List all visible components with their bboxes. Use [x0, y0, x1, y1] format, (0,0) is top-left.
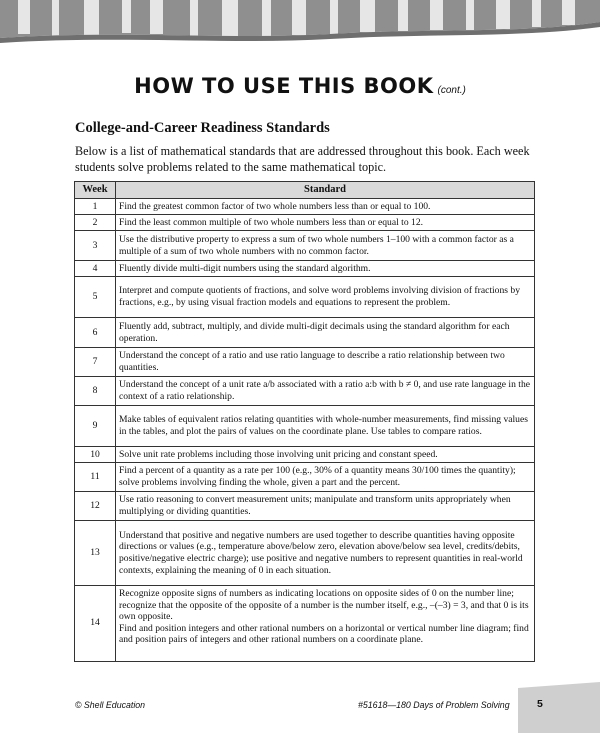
standard-cell: Find the least common multiple of two whole numbers less than or equal to 12.: [116, 215, 535, 231]
week-cell: 11: [75, 463, 116, 492]
standard-text-part-1: Recognize opposite signs of numbers as indicating locations on opposite sides of 0 on the number line; recognize that the opposite of the opposite of a number is the number itself, e.g., –(–3) = 3, and that 0 is its own opposite.: [119, 588, 529, 623]
column-header-standard: Standard: [116, 182, 535, 199]
standard-cell: Use ratio reasoning to convert measurement units; manipulate and transform units appropriately when multiplying or dividing quantities.: [116, 492, 535, 521]
week-cell: 14: [75, 586, 116, 662]
standard-cell: Fluently add, subtract, multiply, and divide multi-digit decimals using the standard algorithm for each operation.: [116, 318, 535, 348]
standard-cell: Fluently divide multi-digit numbers using the standard algorithm.: [116, 261, 535, 277]
week-cell: 8: [75, 377, 116, 406]
table-row: [75, 348, 535, 377]
standards-table: [74, 181, 535, 662]
standard-cell: Make tables of equivalent ratios relating quantities with whole-number measurements, find missing values in the tables, and plot the pairs of values on the coordinate plane. Use tables to compare ratios.: [116, 406, 535, 447]
standard-cell: Understand the concept of a unit rate a/b associated with a ratio a:b with b ≠ 0, and use rate language in the context of a ratio relationship.: [116, 377, 535, 406]
week-cell: 13: [75, 521, 116, 586]
standard-cell: Interpret and compute quotients of fractions, and solve word problems involving division of fractions by fractions, e.g., by using visual fraction models and equations to represent the problem.: [116, 277, 535, 318]
table-row: [75, 406, 535, 447]
standard-cell: Find a percent of a quantity as a rate per 100 (e.g., 30% of a quantity means 30/100 times the quantity); solve problems involving finding the whole, given a part and the percent.: [116, 463, 535, 492]
standard-cell: Understand the concept of a ratio and use ratio language to describe a ratio relationship between two quantities.: [116, 348, 535, 377]
intro-paragraph: Below is a list of mathematical standards that are addressed throughout this book. Each week students solve problems related to the same mathematical topic.: [75, 144, 530, 174]
page-title-text: HOW TO USE THIS BOOK: [134, 74, 434, 98]
table-row: [75, 377, 535, 406]
standard-text-part-2: Find and position integers and other rational numbers on a horizontal or vertical number line diagram; find and position pairs of integers and other rational numbers on a coordinate plane.: [119, 622, 529, 646]
standard-cell: [116, 586, 535, 662]
table-row: [75, 521, 535, 586]
section-heading: College-and-Career Readiness Standards: [75, 120, 330, 136]
table-row: [75, 318, 535, 348]
week-cell: 1: [75, 199, 116, 215]
column-header-week: Week: [75, 182, 116, 199]
table-header-row: [75, 182, 535, 199]
standard-cell: Find the greatest common factor of two whole numbers less than or equal to 100.: [116, 199, 535, 215]
table-row: [75, 199, 535, 215]
week-cell: 7: [75, 348, 116, 377]
week-cell: 2: [75, 215, 116, 231]
standard-cell: Solve unit rate problems including those involving unit pricing and constant speed.: [116, 447, 535, 463]
table-row: [75, 231, 535, 261]
week-cell: 5: [75, 277, 116, 318]
footer-book-title: #51618—180 Days of Problem Solving: [358, 700, 510, 710]
table-row: [75, 492, 535, 521]
table-row: [75, 463, 535, 492]
week-cell: 4: [75, 261, 116, 277]
week-cell: 3: [75, 231, 116, 261]
page-title: [0, 74, 600, 98]
week-cell: 6: [75, 318, 116, 348]
week-cell: 12: [75, 492, 116, 521]
week-cell: 9: [75, 406, 116, 447]
header-banner-stripes: [0, 0, 600, 50]
table-row: [75, 447, 535, 463]
standard-cell: Understand that positive and negative numbers are used together to describe quantities having opposite directions or values (e.g., temperature above/below zero, elevation above/below sea level, credits/debits, positive/negative electric charge); use positive and negative numbers to represent quantities in real-world contexts, explaining the meaning of 0 in each situation.: [116, 521, 535, 586]
week-cell: 10: [75, 447, 116, 463]
standard-cell: Use the distributive property to express a sum of two whole numbers 1–100 with a common factor as a multiple of a sum of two whole numbers with no common factor.: [116, 231, 535, 261]
page-title-suffix: (cont.): [437, 85, 466, 96]
page-number: 5: [537, 698, 543, 710]
table-row: [75, 215, 535, 231]
page-footer: [0, 694, 600, 714]
table-row: [75, 261, 535, 277]
footer-publisher: © Shell Education: [75, 700, 146, 710]
table-row: [75, 277, 535, 318]
table-row: [75, 586, 535, 662]
